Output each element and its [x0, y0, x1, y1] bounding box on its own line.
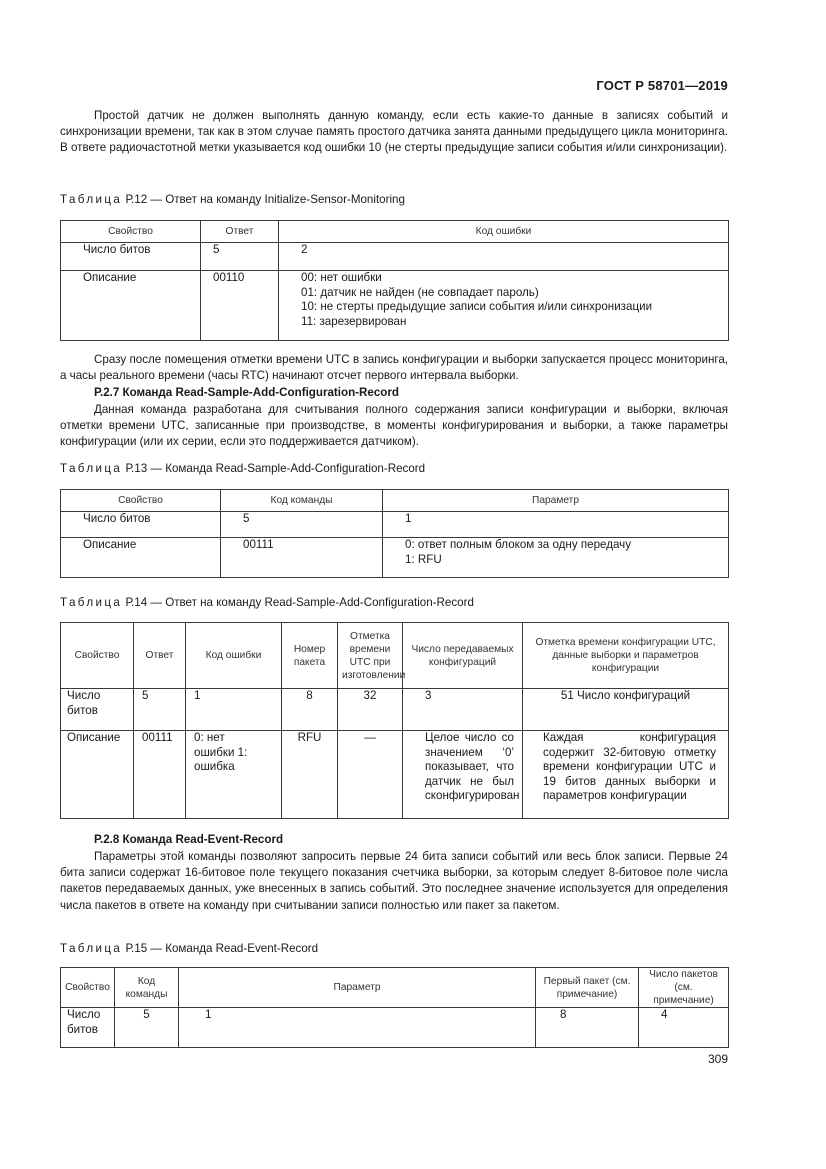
intro-paragraph: Простой датчик не должен выполнять данную команду, если есть какие-то данные в записях событий и синхронизации времени, так как в этом случае память простого датчика занята данными предыдущего цикла мониторинга. В ответе радиочастотной метки указывается код ошибки 10 (не стерты предыдущие записи события и/или синхронизации). [60, 109, 728, 155]
table15-caption [60, 942, 318, 955]
table14-caption-text: Р.14 — Ответ на команду Read-Sample-Add-Configuration-Record [125, 596, 474, 609]
table13-cell-param: 1 [383, 512, 729, 538]
table-row [61, 512, 729, 538]
table-row [61, 271, 729, 341]
table14-cell-utc: 32 [338, 689, 403, 731]
table14-header-packet: Номер пакета [282, 623, 338, 689]
table12-cell-code-list [279, 271, 729, 341]
section-title-p27: Р.2.7 Команда Read-Sample-Add-Configuration-Record [94, 386, 399, 399]
table13-cell-code: 5 [221, 512, 383, 538]
table14-caption-prefix: Таблица [60, 596, 123, 609]
table13-cell-param-list [383, 538, 729, 578]
table12-header-code: Код ошибки [279, 221, 729, 243]
table15-cell-count: 4 [639, 1008, 729, 1048]
table12-cell-answer: 5 [201, 243, 279, 271]
table14-cell-code: 1 [186, 689, 282, 731]
table14-cell-count: Целое число со значением ‘0’ показывает, что датчик не был сконфигурирован [403, 731, 523, 819]
table-row [61, 243, 729, 271]
section-title-p28: Р.2.8 Команда Read-Event-Record [94, 833, 284, 846]
table14-cell-property: Число битов [61, 689, 134, 731]
table14-cell-config: 51 Число конфигураций [523, 689, 729, 731]
param-line: 0: ответ полным блоком за одну передачу [405, 538, 632, 551]
table14-cell-utc: — [338, 731, 403, 819]
table14-cell-code: 0: нет ошибки 1: ошибка [186, 731, 282, 819]
table13-cell-property: Число битов [61, 512, 221, 538]
section-p27-paragraph: Данная команда разработана для считывания полного содержания записи конфигурации и выборки, включая отметки времени UTC, записанные при производстве, в моменты конфигурирования и выборки, а также параметры конфигурации (или их серии, если это поддерживается датчиком). [60, 403, 728, 449]
table15-header-first: Первый пакет (см. примечание) [536, 968, 639, 1008]
table13-header-property: Свойство [61, 490, 221, 512]
table14-header-code: Код ошибки [186, 623, 282, 689]
table13-header-param: Параметр [383, 490, 729, 512]
table14-cell-packet: RFU [282, 731, 338, 819]
table12-header-answer: Ответ [201, 221, 279, 243]
table14-header-answer: Ответ [134, 623, 186, 689]
after-table12-paragraph: Сразу после помещения отметки времени UTC в запись конфигурации и выборки запускается процесс мониторинга, а часы реального времени (часы RTC) начинают отсчет первого интервала выборки. [60, 353, 728, 383]
table15-header-property: Свойство [61, 968, 115, 1008]
table12-cell-property: Описание [61, 271, 201, 341]
table15-cell-property: Число битов [61, 1008, 115, 1048]
code-line: 11: зарезервирован [301, 314, 407, 328]
table14-cell-count: 3 [403, 689, 523, 731]
table-row [61, 538, 729, 578]
table13-caption [60, 462, 425, 475]
table12-cell-code: 2 [279, 243, 729, 271]
table14-cell-answer: 00111 [134, 731, 186, 819]
table-14 [60, 622, 729, 819]
table14-cell-config: Каждая конфигурация содержит 32-битовую отметку времени конфигурации UTC и 19 битов данных выборки и параметров конфигурации [523, 731, 729, 819]
table15-header-param: Параметр [179, 968, 536, 1008]
table12-caption [60, 193, 405, 206]
param-line: 1: RFU [405, 552, 442, 566]
table15-cell-code: 5 [115, 1008, 179, 1048]
table12-cell-property: Число битов [61, 243, 201, 271]
table15-caption-text: Р.15 — Команда Read-Event-Record [125, 942, 319, 955]
table12-cell-answer: 00110 [201, 271, 279, 341]
table-12 [60, 220, 729, 341]
table14-header-config: Отметка времени конфигурации UTC, данные выборки и параметров конфигурации [523, 623, 729, 689]
table15-caption-prefix: Таблица [60, 942, 123, 955]
table-row [61, 1008, 729, 1048]
table15-cell-param: 1 [179, 1008, 536, 1048]
table-15 [60, 967, 729, 1048]
code-line: 01: датчик не найден (не совпадает пароль) [301, 285, 539, 299]
code-line: 00: нет ошибки [301, 271, 382, 284]
table14-cell-answer: 5 [134, 689, 186, 731]
section-p28-paragraph: Параметры этой команды позволяют запросить первые 24 бита записи событий или весь блок записи. Первые 24 бита записи содержат 16-битовое поле текущего показания счетчика выборки, за которым следует 8-битовое поле числа пакетов передаваемых данных, уже внесенных в запись событий. Это последнее значение используется для определения числа пакетов в ответе на команду при считывании записи полностью или пакет за пакетом. [60, 850, 728, 912]
table14-header-count: Число передаваемых конфигураций [403, 623, 523, 689]
table12-header-property: Свойство [61, 221, 201, 243]
table14-header-utc: Отметка времени UTC при изготовлении [338, 623, 403, 689]
table12-caption-prefix: Таблица [60, 193, 123, 206]
table13-header-code: Код команды [221, 490, 383, 512]
table12-caption-text: Р.12 — Ответ на команду Initialize-Sensor-Monitoring [125, 193, 405, 206]
table14-cell-property: Описание [61, 731, 134, 819]
table14-caption [60, 596, 474, 609]
page-number: 309 [707, 1052, 728, 1066]
table15-cell-first: 8 [536, 1008, 639, 1048]
table13-caption-prefix: Таблица [60, 462, 123, 475]
standard-header: ГОСТ Р 58701—2019 [596, 78, 728, 93]
table-13 [60, 489, 729, 578]
table13-caption-text: Р.13 — Команда Read-Sample-Add-Configuration-Record [125, 462, 426, 475]
table13-cell-property: Описание [61, 538, 221, 578]
table14-header-property: Свойство [61, 623, 134, 689]
table-row [61, 689, 729, 731]
table15-header-code: Код команды [115, 968, 179, 1008]
table-row [61, 731, 729, 819]
table14-cell-packet: 8 [282, 689, 338, 731]
table15-header-count: Число пакетов (см. примечание) [639, 968, 729, 1008]
table13-cell-code: 00111 [221, 538, 383, 578]
code-line: 10: не стерты предыдущие записи события и/или синхронизации [301, 300, 653, 314]
